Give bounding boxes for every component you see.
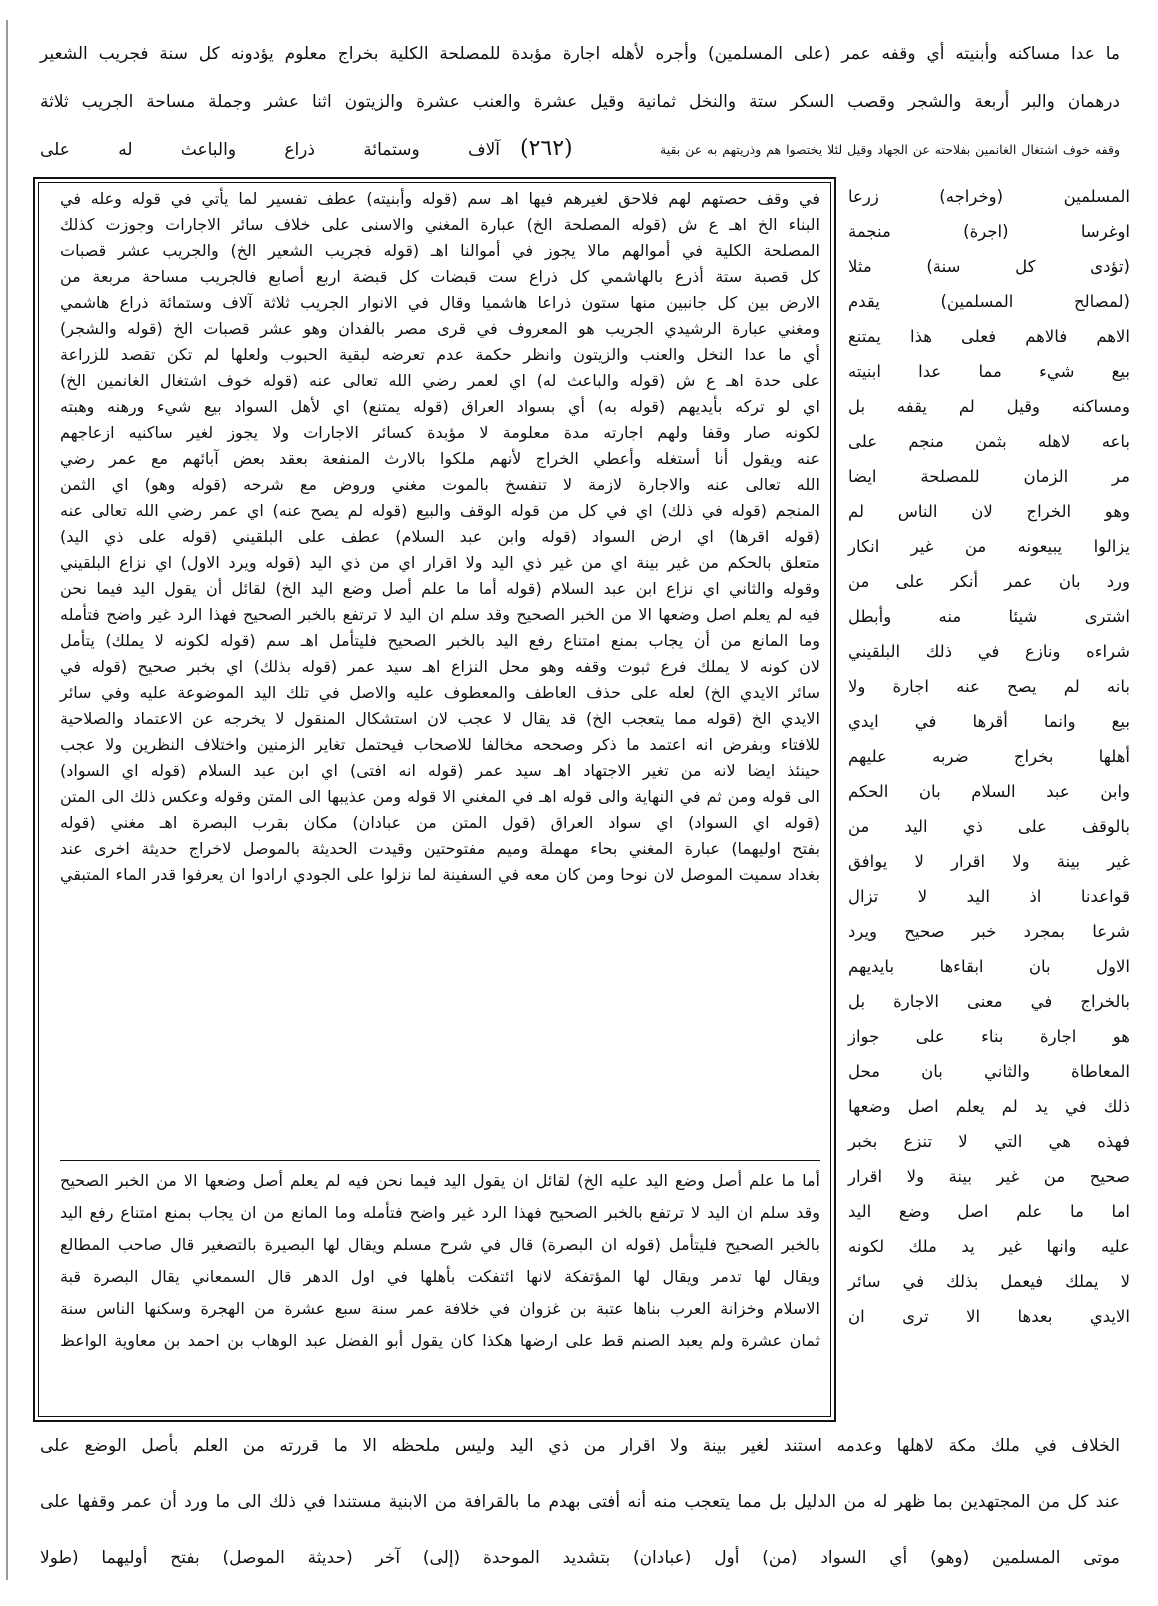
- main-line-2: درهمان والبر أربعة والشجر وقصب السكر ستة والنخل ثمانية وقيل عشرة والعنب عشرة والزيتون اثنا عشر وجملة مساحة الجريب ثلاثة: [40, 92, 1120, 112]
- commentary-line: ومغني عبارة الرشيدي الجريب هو المعروف في قرى مصر بالفدان وهو عشر قصبات الخ (قوله والشجر): [60, 319, 820, 338]
- margin-line: مر الزمان للمصلحة ايضا: [848, 467, 1130, 486]
- margin-line: الاول بان ابقاءها بايديهم: [848, 957, 1130, 976]
- margin-line: صحيح من غير بينة ولا اقرار: [848, 1167, 1130, 1186]
- margin-line: لا يملك فيعمل بذلك في سائر: [848, 1272, 1130, 1291]
- margin-line: (لمصالح المسلمين) يقدم: [848, 292, 1130, 311]
- commentary2-line: ويقال لها تدمر ويقال لها المؤتفكة لانها ائتفكت بأهلها في اول الدهر قال السمعاني يقال البصرة قبة: [60, 1267, 820, 1286]
- margin-line: ورد بان عمر أنكر على من: [848, 572, 1130, 591]
- margin-line: باعه لاهله بثمن منجم على: [848, 432, 1130, 451]
- margin-line: قواعدنا اذ اليد لا تزال: [848, 887, 1130, 906]
- margin-line: وهو الخراج لان الناس لم: [848, 502, 1130, 521]
- commentary-line: وما المانع من أن يجاب بمنع امتناع رفع اليد بالخبر الصحيح فليتأمل اهـ سم (قوله لكونه لا يملك) يتأمل: [60, 631, 820, 650]
- commentary-line: المنجم (قوله في ذلك) اي في كل من قوله الوقف والبيع (قوله لم يصح عنه) اي عمر رضي الله تعالى عنه: [60, 501, 820, 520]
- main-bottom-line-2: عند كل من المجتهدين بما ظهر له من الدليل بل مما يتعجب منه أنه أفتى بهدم ما بالقرافة من الابنية مستندا في ذلك الى ما ورد أن عمر وقفها على: [40, 1492, 1120, 1512]
- margin-line: المسلمين (وخراجه) زرعا: [848, 187, 1130, 206]
- commentary-line: وقوله والثاني اي نزاع ابن عبد السلام (قوله أما ما علم أصل وضع اليد الخ) لقائل أن يقول اليد فيما نحن: [60, 579, 820, 598]
- commentary-line: بفتح اوليهما) عبارة المغني بحاء مهملة وميم مفتوحتين وقيدت الحديثة بالموصل لاخراج حديثة اخرى عند: [60, 839, 820, 858]
- commentary-line: فيه لم يعلم اصل وضعها الا من الخبر الصحيح وقد سلم ان اليد لا ترتفع بالخبر الصحيح فهذا الرد غير واضح فتأمله: [60, 605, 820, 624]
- commentary-line: البناء الخ اهـ ع ش (قوله المصلحة الخ) عبارة المغني والاسنى على خلاف سائر الاجارات وجوزت كذلك: [60, 215, 820, 234]
- margin-line: ذلك في يد لم يعلم اصل وضعها: [848, 1097, 1130, 1116]
- margin-line: بالخراج في معنى الاجارة بل: [848, 992, 1130, 1011]
- margin-line: أهلها بخراج ضربه عليهم: [848, 747, 1130, 766]
- margin-line: غير بينة ولا اقرار لا يوافق: [848, 852, 1130, 871]
- margin-line: بانه لم يصح عنه اجارة ولا: [848, 677, 1130, 696]
- margin-line: بيع شيء مما عدا ابنيته: [848, 362, 1130, 381]
- margin-line: عليه وانها غير يد ملك لكونه: [848, 1237, 1130, 1256]
- margin-line: شراءه ونازع في ذلك البلقيني: [848, 642, 1130, 661]
- margin-line: شرعا بمجرد خبر صحيح ويرد: [848, 922, 1130, 941]
- margin-line: هو اجارة بناء على جواز: [848, 1027, 1130, 1046]
- margin-line: اوغرسا (اجرة) منجمة: [848, 222, 1130, 241]
- margin-line: يزالوا يبيعونه من غير انكار: [848, 537, 1130, 556]
- commentary-divider: [60, 1160, 820, 1161]
- commentary-line: في وقف حصتهم لهم فلاحق لغيرهم فيها اهـ سم (قوله وأبنيته) عطف تفسير لما يأتي في قوله وعله في: [60, 189, 820, 208]
- main-bottom-line-1: الخلاف في ملك مكة لاهلها وعدمه استند لغير بينة ولا اقرار من ذي اليد وليس ملحظه الا ما قررته من العلم بأصل الوضع على: [40, 1436, 1120, 1456]
- main-line-3b: وقفه خوف اشتغال الغانمين بفلاحته عن الجهاد وقيل لئلا يختصوا هم وذريتهم به عن بقية: [660, 142, 1120, 157]
- commentary-line: (قوله اقرها) اي ارض السواد (قوله وابن عبد السلام) عطف على البلقيني (قوله على ذي اليد): [60, 527, 820, 546]
- commentary2-line: بالخبر الصحيح فليتأمل (قوله ان البصرة) قال في شرح مسلم ويقال لها البصيرة بالتصغير قال صاحب المطالع: [60, 1235, 820, 1254]
- margin-line: (تؤدى كل سنة) مثلا: [848, 257, 1130, 276]
- margin-line: بيع وانما أقرها في ايدي: [848, 712, 1130, 731]
- commentary-line: سائر الايدي الخ) لعله على حذف العاطف والمعطوف عليه والاصل في تلك اليد الموضوعة عليه وفي سائر: [60, 683, 820, 702]
- margin-line: المعاطاة والثاني بان محل: [848, 1062, 1130, 1081]
- main-line-1: ما عدا مساكنه وأبنيته أي وقفه عمر (على المسلمين) وأجره لأهله اجارة مؤبدة للمصلحة الكلية بخراج معلوم يؤدونه كل سنة فجريب الشعير: [40, 44, 1120, 64]
- commentary-line: على حدة اهـ ع ش (قوله والباعث له) اي لعمر رضي الله تعالى عنه (قوله خوف اشتغال الغانمين الخ): [60, 371, 820, 390]
- margin-line: بالوقف على ذي اليد من: [848, 817, 1130, 836]
- margin-line: الاهم فالاهم فعلى هذا يمتنع: [848, 327, 1130, 346]
- margin-line: ومساكنه وقيل لم يقفه بل: [848, 397, 1130, 416]
- commentary2-line: ثمان عشرة ولم يعبد الصنم قط على ارضها هكذا كان يقول أبو الفضل عبد الوهاب بن احمد بن معاوية الواعظ: [60, 1331, 820, 1350]
- commentary-line: اي لو تركه بأيديهم (قوله به) أي بسواد العراق (قوله يمتنع) اي لأهل السواد بيع شيء ورهنه وهبته: [60, 397, 820, 416]
- commentary2-line: أما ما علم أصل وضع اليد عليه الخ) لقائل ان يقول اليد فيما نحن فيه لم يعلم أصل وضعها الا من الخبر الصحيح: [60, 1171, 820, 1190]
- commentary-line: أي ما عدا النخل والعنب والزيتون وانظر حكمة عدم تعرضه لبقية الحبوب ولعلها لم تكن تقصد للزراعة: [60, 345, 820, 364]
- commentary-line: بغداد سميت الموصل لان نوحا ومن كان معه في السفينة لما نزلوا على الجودي ارادوا ان يعرفوا قدر الماء المتبقي: [60, 865, 820, 884]
- page-number: (٢٦٢): [512, 136, 581, 161]
- commentary-line: متعلق بالحكم من غير بينة اي من غير ذي اليد ولا اقرار اي من ذي اليد (قوله ويرد الاول) اي نزاع البلقيني: [60, 553, 820, 572]
- main-bottom-line-3: موتى المسلمين (وهو) أي السواد (من) أول (عبادان) بتشديد الموحدة (إلى) آخر (حديثة الموصل) بفتح أوليهما (طولا: [40, 1548, 1120, 1568]
- commentary2-line: الاسلام وخزانة العرب بناها عتبة بن غزوان في خلافة عمر سنة سبع عشرة من الهجرة وسكنها الناس سنة: [60, 1299, 820, 1318]
- margin-line: اشترى شيئا منه وأبطل: [848, 607, 1130, 626]
- commentary-line: الى قوله ومن ثم في النهاية والى قوله اهـ في المغني الا قوله ومن عذيبها الى المتن وقوله وعكس ذلك الى المتن: [60, 787, 820, 806]
- main-line-3a: آلاف وستمائة ذراع والباعث له على: [40, 140, 500, 160]
- commentary-line: عنه ويقول أنا أستغله وأعطي الخراج لأنهم ملكوا بالارث المنفعة بعقد بعض آبائهم مع عمر رضي: [60, 449, 820, 468]
- commentary-line: الارض بين كل جانبين منها ستون ذراعا هاشميا وقال في الانوار الجريب ثلاثة آلاف وستمائة ذراع هاشمي: [60, 293, 820, 312]
- commentary-line: الايدي الخ (قوله مما يتعجب الخ) قد يقال لا عجب لان استشكال المنقول لا يخرجه عن الاعتماد والصلاحية: [60, 709, 820, 728]
- margin-line: اما ما علم اصل وضع اليد: [848, 1202, 1130, 1221]
- margin-line: فهذه هي التي لا تنزع بخبر: [848, 1132, 1130, 1151]
- margin-line: الايدي بعدها الا ترى ان: [848, 1307, 1130, 1326]
- commentary-line: لان كونه لا يملك فرع ثبوت وقفه وهو محل النزاع اهـ سيد عمر (قوله بذلك) اي بخبر صحيح (قوله في: [60, 657, 820, 676]
- margin-line: وابن عبد السلام بان الحكم: [848, 782, 1130, 801]
- commentary2-line: وقد سلم ان اليد لا ترتفع بالخبر الصحيح فهذا الرد غير واضح فتأمله وما المانع من ان يجاب بمنع امتناع رفع اليد: [60, 1203, 820, 1222]
- page-edge-mark: [6, 20, 8, 1580]
- commentary-line: كل قصبة ستة أذرع بالهاشمي كل ذراع ست قبضات كل قبضة اربع أصابع فالجريب مساحة مربعة من: [60, 267, 820, 286]
- commentary-line: (قوله اي السواد) اي سواد العراق (قول المتن من عبادان) مكان بقرب البصرة اهـ مغني (قوله: [60, 813, 820, 832]
- commentary-line: المصلحة الكلية في أموالهم مالا يجوز في أموالنا اهـ (قوله فجريب الشعير الخ) والجريب عشر قصبات: [60, 241, 820, 260]
- commentary-line: للافتاء وبفرض انه اعتمد ما ذكر وصححه مخالفا للاصحاب فيحتمل تغاير الزمنين واختلاف النظرين ولا عجب: [60, 735, 820, 754]
- commentary-line: الله تعالى عنه والاجارة لازمة لا تنفسخ بالموت مغني وروض مع شرحه (قوله وهو) اي الثمن: [60, 475, 820, 494]
- commentary-line: لكونه صار وقفا ولهم اجارته مدة معلومة لا مؤبدة كسائر الاجارات ولا يجوز لغير ساكنيه ازعاجهم: [60, 423, 820, 442]
- commentary-line: حينئذ ايضا لانه من تغير الاجتهاد اهـ سيد عمر (قوله انه افتى) اي ابن عبد السلام (قوله اي السواد): [60, 761, 820, 780]
